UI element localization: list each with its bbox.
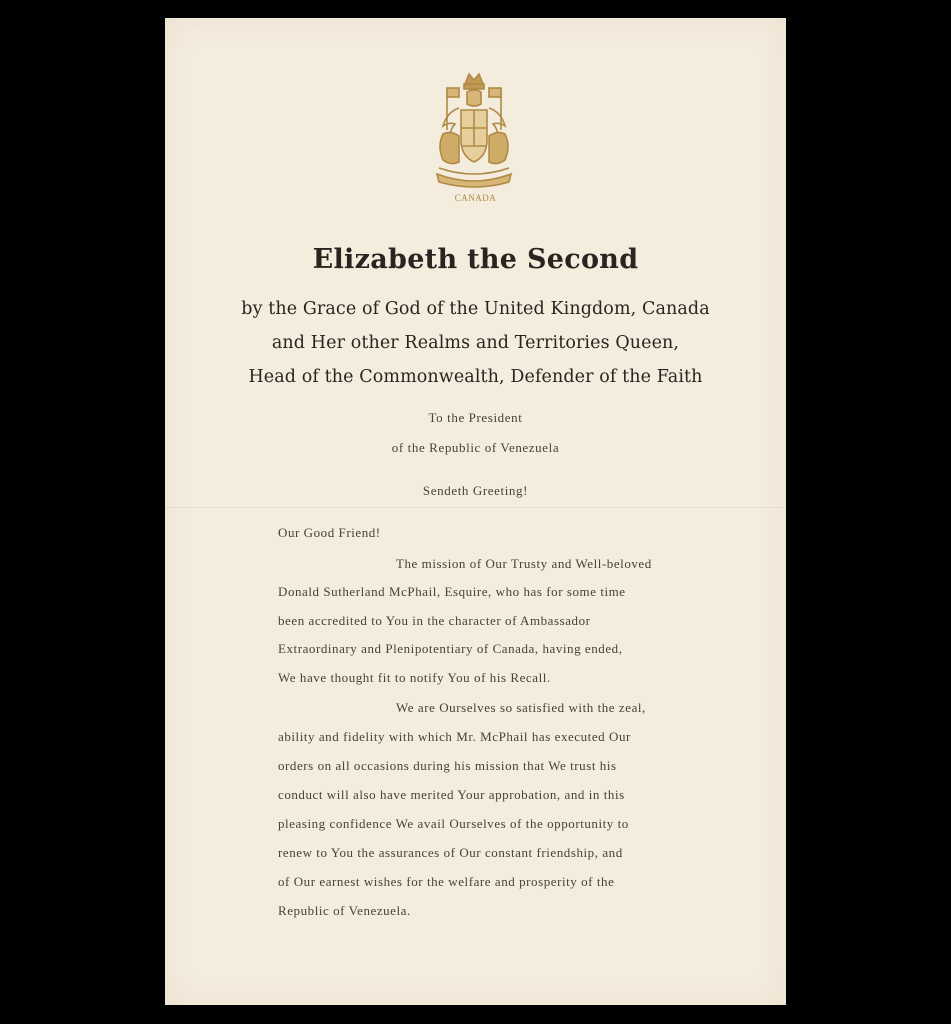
royal-style-line-3: Head of the Commonwealth, Defender of the Faith (248, 367, 703, 387)
paragraph1-line: We have thought fit to notify You of his Recall. (278, 670, 551, 685)
sovereign-title: Elizabeth the Second (312, 244, 639, 275)
paragraph1-line: Donald Sutherland McPhail, Esquire, who has for some time (278, 584, 626, 599)
greeting: Sendeth Greeting! (422, 483, 529, 498)
salutation: Our Good Friend! (278, 525, 381, 540)
addressee-line-2: of the Republic of Venezuela (391, 440, 560, 455)
paragraph1-line: The mission of Our Trusty and Well-beloved (396, 556, 652, 571)
crest-label: CANADA (454, 193, 497, 203)
paragraph2-line: We are Ourselves so satisfied with the zeal, (396, 700, 646, 715)
paper-fold (165, 507, 786, 508)
canada-coat-of-arms-icon (429, 70, 519, 192)
paragraph1-line: been accredited to You in the character of Ambassador (278, 613, 591, 628)
paragraph2-line: of Our earnest wishes for the welfare and prosperity of the (278, 874, 615, 889)
royal-style-line-1: by the Grace of God of the United Kingdom, Canada (241, 299, 710, 319)
addressee-line-1: To the President (428, 410, 523, 425)
royal-style-line-2: and Her other Realms and Territories Queen, (271, 333, 680, 353)
paragraph1-line: Extraordinary and Plenipotentiary of Canada, having ended, (278, 641, 623, 656)
paragraph2-line: conduct will also have merited Your approbation, and in this (278, 787, 625, 802)
letter-page (165, 18, 786, 1005)
paragraph2-line: renew to You the assurances of Our constant friendship, and (278, 845, 623, 860)
paragraph2-line: orders on all occasions during his mission that We trust his (278, 758, 617, 773)
paragraph2-line: pleasing confidence We avail Ourselves of the opportunity to (278, 816, 629, 831)
paragraph2-line: ability and fidelity with which Mr. McPhail has executed Our (278, 729, 631, 744)
paragraph2-line: Republic of Venezuela. (278, 903, 411, 918)
